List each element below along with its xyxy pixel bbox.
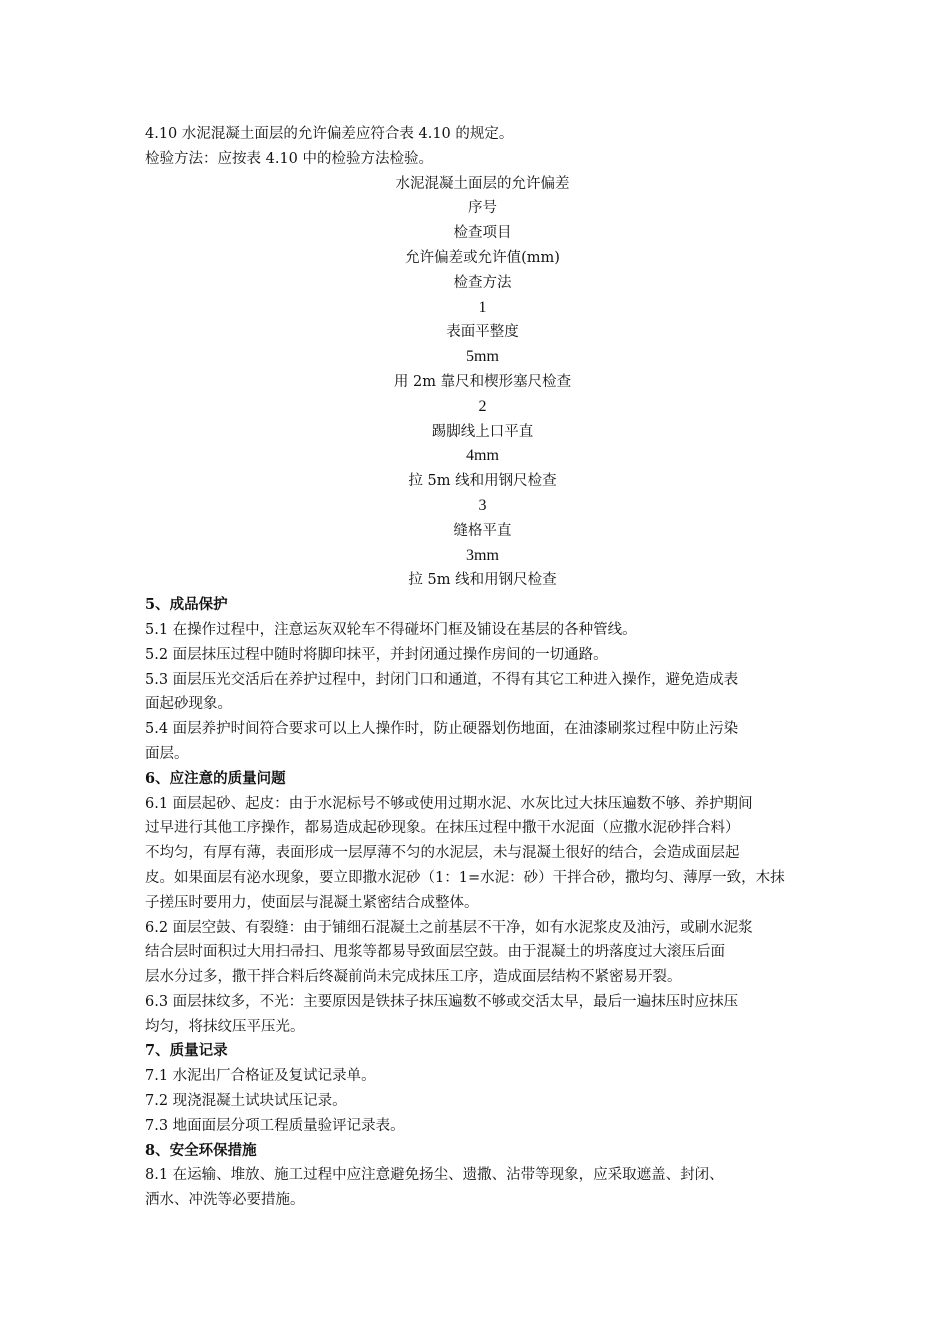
table-row-2-item: 踢脚线上口平直 <box>431 423 534 440</box>
paragraph-line: 7.3 地面面层分项工程质量验评记录表。 <box>145 1117 405 1134</box>
table-header-value: 允许偏差或允许值(mm) <box>405 249 560 266</box>
intro-line-1: 4.10 水泥混凝土面层的允许偏差应符合表 4.10 的规定。 <box>145 126 514 142</box>
section-quality-records <box>145 1039 820 1138</box>
paragraph-line: 过早进行其他工序操作，都易造成起砂现象。在抹压过程中撒干水泥面（应撒水泥砂拌合料） <box>145 820 740 837</box>
deviation-table <box>145 172 820 594</box>
paragraph-line: 不均匀，有厚有薄，表面形成一层厚薄不匀的水泥层，未与混凝土很好的结合，会造成面层起 <box>145 845 740 862</box>
paragraph-line: 均匀，将抹纹压平压光。 <box>145 1018 305 1035</box>
table-header-item: 检查项目 <box>453 225 512 242</box>
paragraph-line: 5.4 面层养护时间符合要求可以上人操作时，防止硬器划伤地面，在油漆刷浆过程中防止污染 <box>145 721 739 738</box>
paragraph-line: 5.2 面层抹压过程中随时将脚印抹平，并封闭通过操作房间的一切通路。 <box>145 646 608 663</box>
table-row-3-method: 拉 5m 线和用钢尺检查 <box>408 572 557 589</box>
section-heading: 8、安全环保措施 <box>145 1141 257 1159</box>
table-row-2-no: 2 <box>478 397 487 415</box>
table-row-2-value: 4mm <box>466 447 499 465</box>
document-page <box>145 122 820 1213</box>
paragraph-line: 洒水、冲洗等必要措施。 <box>145 1192 305 1209</box>
paragraph-line: 面起砂现象。 <box>145 696 232 713</box>
paragraph-line: 8.1 在运输、堆放、施工过程中应注意避免扬尘、遗撒、沾带等现象，应采取遮盖、封闭、 <box>145 1167 724 1184</box>
table-row-3-value: 3mm <box>466 546 499 564</box>
table-row-2-method: 拉 5m 线和用钢尺检查 <box>408 473 557 490</box>
paragraph-line: 5.1 在操作过程中，注意运灰双轮车不得碰坏门框及铺设在基层的各种管线。 <box>145 621 637 638</box>
table-header-no: 序号 <box>468 200 497 217</box>
section-safety-environment <box>145 1139 820 1213</box>
table-row-3-item: 缝格平直 <box>453 522 512 539</box>
paragraph-line: 结合层时面积过大用扫帚扫、甩浆等都易导致面层空鼓。由于混凝土的坍落度过大滚压后面 <box>145 944 725 961</box>
paragraph-line: 6.3 面层抹纹多，不光：主要原因是铁抹子抹压遍数不够或交活太早，最后一遍抹压时应抹压 <box>145 993 739 1010</box>
paragraph-line: 7.2 现浇混凝土试块试压记录。 <box>145 1093 347 1110</box>
paragraph-line: 6.2 面层空鼓、有裂缝：由于铺细石混凝土之前基层不干净，如有水泥浆皮及油污，或刷水泥浆 <box>145 919 753 936</box>
table-row-3-no: 3 <box>478 496 487 514</box>
table-row-1-method: 用 2m 靠尺和楔形塞尺检查 <box>393 373 572 390</box>
paragraph-line: 7.1 水泥出厂合格证及复试记录单。 <box>145 1068 376 1085</box>
table-row-1-value: 5mm <box>466 348 499 366</box>
paragraph-line: 层水分过多，撒干拌合料后终凝前尚未完成抹压工序，造成面层结构不紧密易开裂。 <box>145 969 682 986</box>
section-heading: 7、质量记录 <box>145 1042 228 1060</box>
section-product-protection <box>145 593 820 767</box>
table-row-1-no: 1 <box>478 298 487 316</box>
intro-line-2: 检验方法：应按表 4.10 中的检验方法检验。 <box>145 150 434 167</box>
table-title: 水泥混凝土面层的允许偏差 <box>395 175 570 192</box>
table-header-method: 检查方法 <box>453 274 512 291</box>
table-row-1-item: 表面平整度 <box>446 324 519 341</box>
paragraph-line: 6.1 面层起砂、起皮：由于水泥标号不够或使用过期水泥、水灰比过大抹压遍数不够、养护期间 <box>145 795 753 812</box>
section-heading: 5、成品保护 <box>145 596 228 614</box>
section-heading: 6、应注意的质量问题 <box>145 769 286 787</box>
paragraph-line: 皮。如果面层有泌水现象，要立即撒水泥砂（1：1=水泥：砂）干拌合砂，撒均匀、薄厚一致，木抹 <box>145 869 785 886</box>
paragraph-line: 5.3 面层压光交活后在养护过程中，封闭门口和通道，不得有其它工种进入操作，避免造成表 <box>145 671 739 688</box>
section-quality-issues <box>145 767 820 1040</box>
paragraph-line: 面层。 <box>145 745 189 762</box>
paragraph-line: 子搓压时要用力，使面层与混凝土紧密结合成整体。 <box>145 894 479 911</box>
